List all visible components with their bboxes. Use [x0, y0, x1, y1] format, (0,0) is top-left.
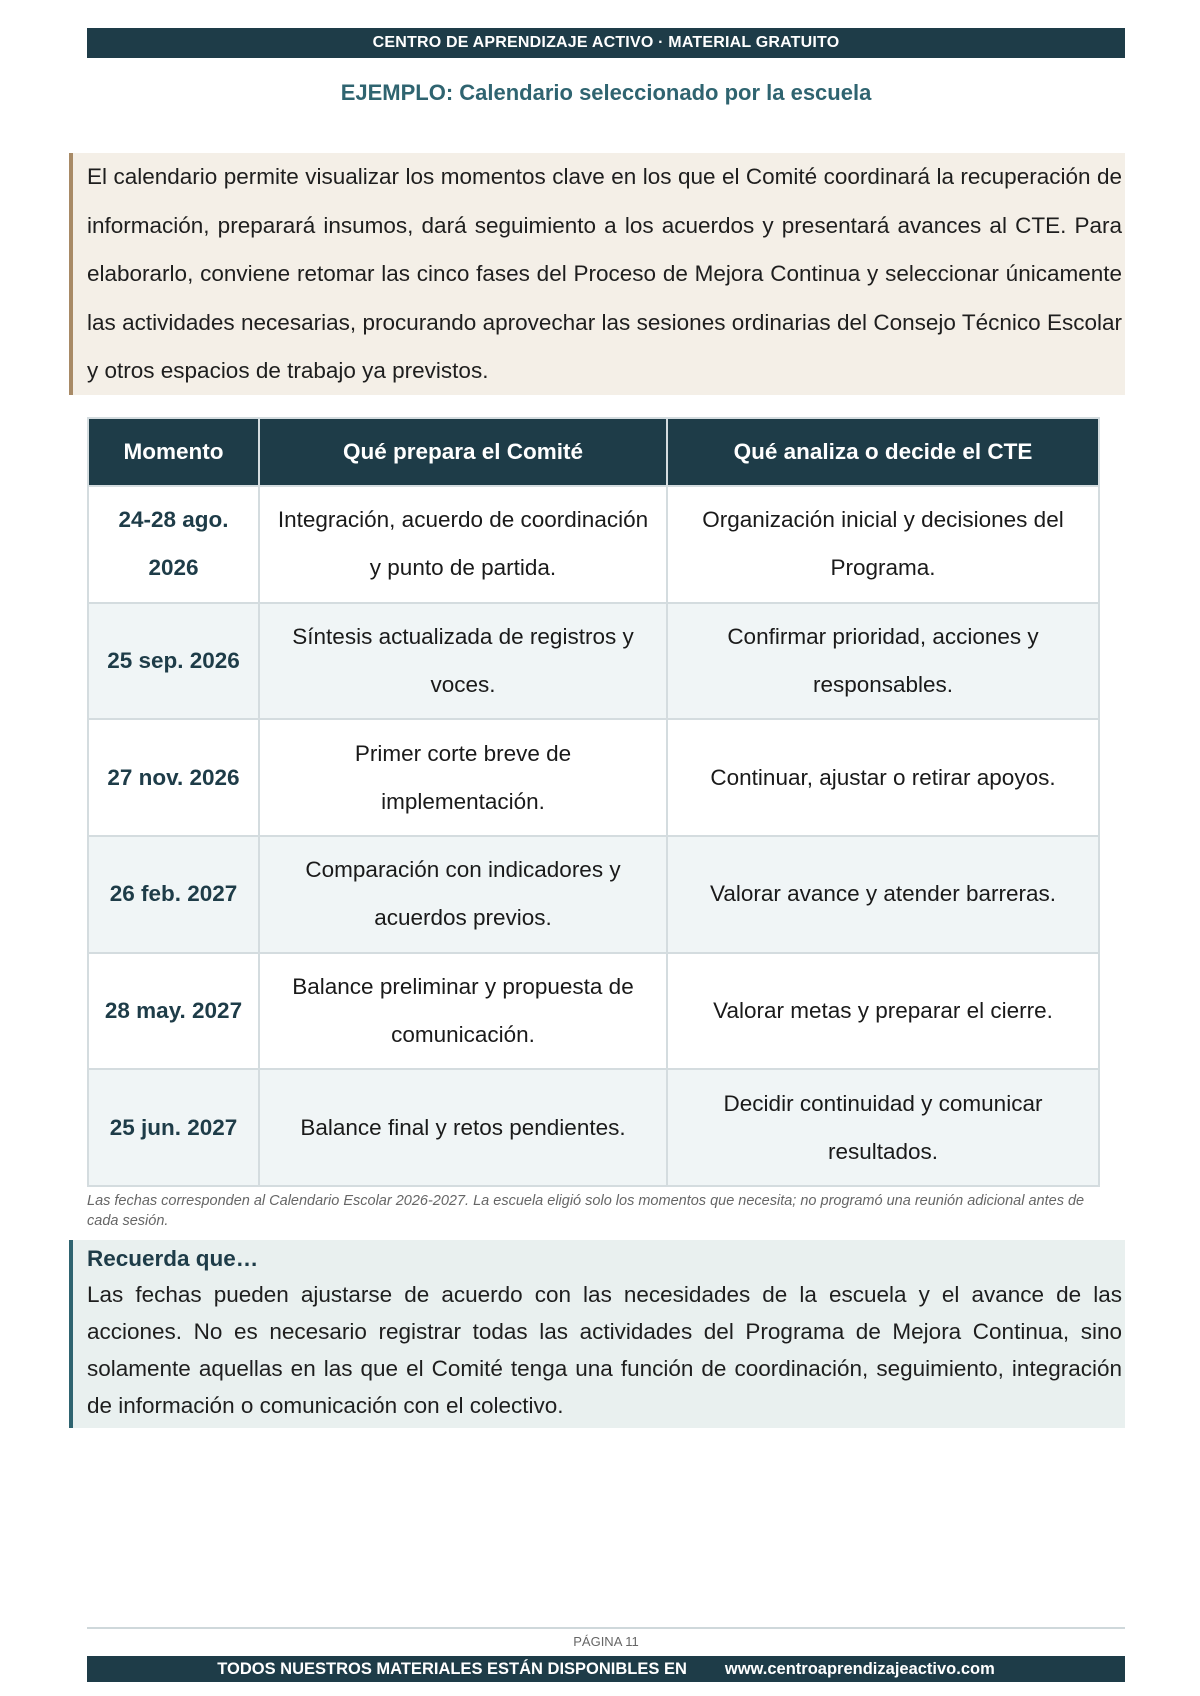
- row-comite: Síntesis actualizada de registros y voces.: [259, 603, 667, 720]
- intro-box: [69, 153, 1125, 395]
- table-header-row: [88, 418, 1099, 486]
- table-row: [88, 603, 1099, 720]
- row-date: 25 sep. 2026: [88, 603, 259, 720]
- page-number: PÁGINA 11: [573, 1634, 639, 1649]
- bottom-banner: [87, 1656, 1125, 1682]
- banner-text: CENTRO DE APRENDIZAJE ACTIVO · MATERIAL GRATUITO: [372, 34, 840, 51]
- row-cte: Valorar avance y atender barreras.: [667, 836, 1099, 953]
- row-date: 24-28 ago. 2026: [88, 486, 259, 603]
- top-banner: [87, 28, 1125, 58]
- table-row: [88, 1069, 1099, 1186]
- row-cte: Valorar metas y preparar el cierre.: [667, 953, 1099, 1070]
- footer-divider: [87, 1627, 1125, 1629]
- row-comite: Comparación con indicadores y acuerdos previos.: [259, 836, 667, 953]
- intro-text: El calendario permite visualizar los momentos clave en los que el Comité coordinará la recuperación de información, preparará insumos, dará seguimiento a los acuerdos y presentará avances al CTE. Para elaborarlo, conviene retomar las cinco fases del Proceso de Mejora Continua y seleccionar únicamente las actividades necesarias, procurando aprovechar las sesiones ordinarias del Consejo Técnico Escolar y otros espacios de trabajo ya previstos.: [87, 164, 1122, 383]
- row-cte: Confirmar prioridad, acciones y responsables.: [667, 603, 1099, 720]
- reminder-box: [69, 1240, 1125, 1428]
- row-comite: Balance final y retos pendientes.: [259, 1069, 667, 1186]
- table-row: [88, 486, 1099, 603]
- row-comite: Integración, acuerdo de coordinación y punto de partida.: [259, 486, 667, 603]
- row-cte: Continuar, ajustar o retirar apoyos.: [667, 719, 1099, 836]
- table-row: [88, 836, 1099, 953]
- footer-url-link[interactable]: www.centroaprendizajeactivo.com: [724, 1659, 995, 1678]
- row-date: 28 may. 2027: [88, 953, 259, 1070]
- table-row: [88, 953, 1099, 1070]
- reminder-title: Recuerda que…: [87, 1246, 259, 1271]
- schedule-table: [87, 417, 1100, 1187]
- reminder-text: Las fechas pueden ajustarse de acuerdo con las necesidades de la escuela y el avance de las acciones. No es necesario registrar todas las actividades del Programa de Mejora Continua, sino solamente aquellas en las que el Comité tenga una función de coordinación, seguimiento, integración de información o comunicación con el colectivo.: [87, 1282, 1122, 1418]
- header-momento: Momento: [88, 418, 259, 486]
- row-date: 26 feb. 2027: [88, 836, 259, 953]
- row-cte: Decidir continuidad y comunicar resultados.: [667, 1069, 1099, 1186]
- row-cte: Organización inicial y decisiones del Programa.: [667, 486, 1099, 603]
- row-date: 27 nov. 2026: [88, 719, 259, 836]
- header-cte: Qué analiza o decide el CTE: [667, 418, 1099, 486]
- table-row: [88, 719, 1099, 836]
- header-comite: Qué prepara el Comité: [259, 418, 667, 486]
- row-date: 25 jun. 2027: [88, 1069, 259, 1186]
- footer-available-text: TODOS NUESTROS MATERIALES ESTÁN DISPONIBLES EN: [217, 1659, 687, 1678]
- row-comite: Balance preliminar y propuesta de comunicación.: [259, 953, 667, 1070]
- row-comite: Primer corte breve de implementación.: [259, 719, 667, 836]
- page-title: EJEMPLO: Calendario seleccionado por la escuela: [340, 80, 872, 105]
- table-note: Las fechas corresponden al Calendario Escolar 2026-2027. La escuela eligió solo los momentos que necesita; no programó una reunión adicional antes de cada sesión.: [87, 1193, 1085, 1229]
